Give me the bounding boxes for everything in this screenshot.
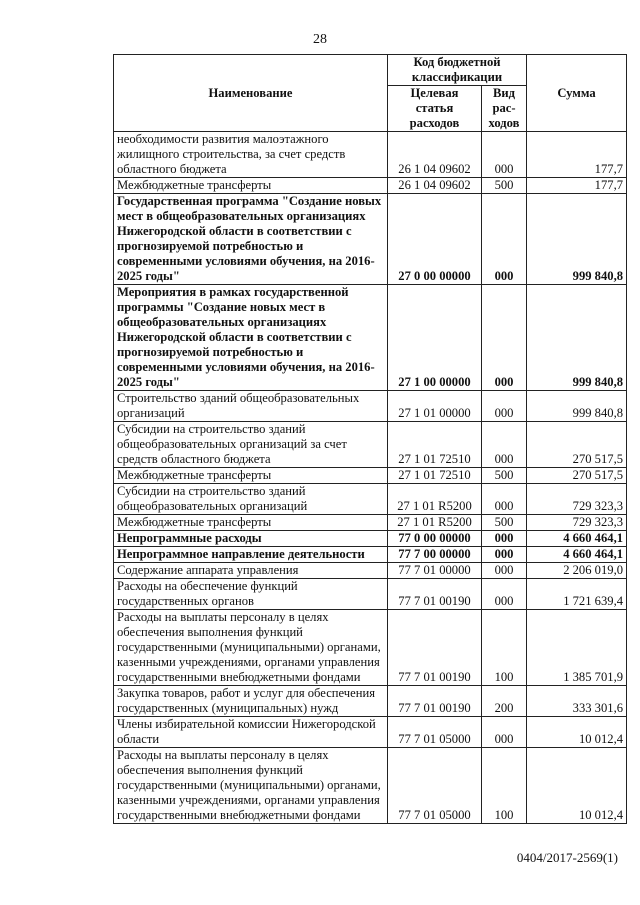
row-sum: 729 323,3	[527, 515, 627, 531]
row-target-code: 77 7 00 00000	[388, 547, 482, 563]
row-target-code: 26 1 04 09602	[388, 132, 482, 178]
row-sum: 10 012,4	[527, 717, 627, 748]
row-expense-type: 100	[482, 748, 527, 824]
page-number: 28	[313, 32, 327, 47]
row-sum: 270 517,5	[527, 422, 627, 468]
row-sum: 1 385 701,9	[527, 610, 627, 686]
row-name: Непрограммные расходы	[114, 531, 388, 547]
row-expense-type: 000	[482, 563, 527, 579]
row-name: Мероприятия в рамках государственной программы "Создание новых мест в общеобразовательных организациях Нижегородской области в соответствии с прогнозируемой потребностью и современными условиями обучения, на 2016-2025 годы"	[114, 285, 388, 391]
table-row	[114, 686, 627, 717]
row-name: Государственная программа "Создание новых мест в общеобразовательных организациях Нижегородской области в соответствии с прогнозируемой потребностью и современными условиями обучения, на 2016-2025 годы"	[114, 194, 388, 285]
row-name: Строительство зданий общеобразовательных организаций	[114, 391, 388, 422]
row-name: Расходы на обеспечение функций государственных органов	[114, 579, 388, 610]
row-expense-type: 000	[482, 285, 527, 391]
table-row	[114, 468, 627, 484]
row-expense-type: 000	[482, 422, 527, 468]
row-sum: 729 323,3	[527, 484, 627, 515]
row-name: необходимости развития малоэтажного жилищного строительства, за счет средств областного бюджета	[114, 132, 388, 178]
header-expense-type: Вид рас- ходов	[482, 86, 527, 132]
table-row	[114, 422, 627, 468]
row-expense-type: 000	[482, 717, 527, 748]
table-row	[114, 391, 627, 422]
row-name: Закупка товаров, работ и услуг для обеспечения государственных (муниципальных) нужд	[114, 686, 388, 717]
table-row	[114, 717, 627, 748]
row-expense-type: 000	[482, 391, 527, 422]
row-name: Члены избирательной комиссии Нижегородской области	[114, 717, 388, 748]
row-sum: 333 301,6	[527, 686, 627, 717]
budget-table	[113, 54, 627, 824]
row-target-code: 77 7 01 05000	[388, 717, 482, 748]
row-expense-type: 000	[482, 194, 527, 285]
row-target-code: 77 7 01 00190	[388, 610, 482, 686]
row-target-code: 27 1 01 72510	[388, 422, 482, 468]
row-sum: 177,7	[527, 132, 627, 178]
header-budget-code-group: Код бюджетной классификации	[388, 55, 527, 86]
row-expense-type: 500	[482, 178, 527, 194]
document-code: 0404/2017-2569(1)	[516, 850, 618, 865]
row-sum: 999 840,8	[527, 194, 627, 285]
header-target-item: Целевая статья расходов	[388, 86, 482, 132]
row-name: Субсидии на строительство зданий общеобразовательных организаций за счет средств областного бюджета	[114, 422, 388, 468]
row-name: Расходы на выплаты персоналу в целях обеспечения выполнения функций государственными (муниципальными) органами, казенными учреждениями, органами управления государственными внебюджетными фондами	[114, 748, 388, 824]
row-name: Непрограммное направление деятельности	[114, 547, 388, 563]
row-target-code: 26 1 04 09602	[388, 178, 482, 194]
row-sum: 10 012,4	[527, 748, 627, 824]
header-sum: Сумма	[527, 55, 627, 132]
row-target-code: 77 0 00 00000	[388, 531, 482, 547]
table-row	[114, 194, 627, 285]
row-expense-type: 000	[482, 531, 527, 547]
table-row	[114, 531, 627, 547]
row-target-code: 77 7 01 00190	[388, 579, 482, 610]
row-name: Субсидии на строительство зданий общеобразовательных организаций	[114, 484, 388, 515]
row-expense-type: 000	[482, 132, 527, 178]
row-target-code: 77 7 01 00190	[388, 686, 482, 717]
row-expense-type: 000	[482, 547, 527, 563]
row-target-code: 27 0 00 00000	[388, 194, 482, 285]
row-target-code: 77 7 01 00000	[388, 563, 482, 579]
row-name: Содержание аппарата управления	[114, 563, 388, 579]
table-row	[114, 178, 627, 194]
row-sum: 1 721 639,4	[527, 579, 627, 610]
row-sum: 999 840,8	[527, 285, 627, 391]
table-row	[114, 579, 627, 610]
row-expense-type: 000	[482, 484, 527, 515]
table-row	[114, 563, 627, 579]
row-sum: 999 840,8	[527, 391, 627, 422]
row-sum: 177,7	[527, 178, 627, 194]
row-sum: 4 660 464,1	[527, 531, 627, 547]
row-target-code: 27 1 01 R5200	[388, 515, 482, 531]
table-row	[114, 547, 627, 563]
row-expense-type: 100	[482, 610, 527, 686]
row-expense-type: 500	[482, 468, 527, 484]
row-target-code: 27 1 01 00000	[388, 391, 482, 422]
row-sum: 4 660 464,1	[527, 547, 627, 563]
row-name: Межбюджетные трансферты	[114, 178, 388, 194]
row-sum: 270 517,5	[527, 468, 627, 484]
row-name: Расходы на выплаты персоналу в целях обеспечения выполнения функций государственными (муниципальными) органами, казенными учреждениями, органами управления государственными внебюджетными фондами	[114, 610, 388, 686]
table-row	[114, 132, 627, 178]
row-expense-type: 500	[482, 515, 527, 531]
row-target-code: 77 7 01 05000	[388, 748, 482, 824]
row-target-code: 27 1 00 00000	[388, 285, 482, 391]
row-name: Межбюджетные трансферты	[114, 515, 388, 531]
table-row	[114, 285, 627, 391]
table-row	[114, 515, 627, 531]
header-name: Наименование	[114, 55, 388, 132]
row-sum: 2 206 019,0	[527, 563, 627, 579]
table-row	[114, 748, 627, 824]
row-expense-type: 200	[482, 686, 527, 717]
row-expense-type: 000	[482, 579, 527, 610]
row-target-code: 27 1 01 72510	[388, 468, 482, 484]
table-row	[114, 484, 627, 515]
table-row	[114, 610, 627, 686]
row-target-code: 27 1 01 R5200	[388, 484, 482, 515]
row-name: Межбюджетные трансферты	[114, 468, 388, 484]
